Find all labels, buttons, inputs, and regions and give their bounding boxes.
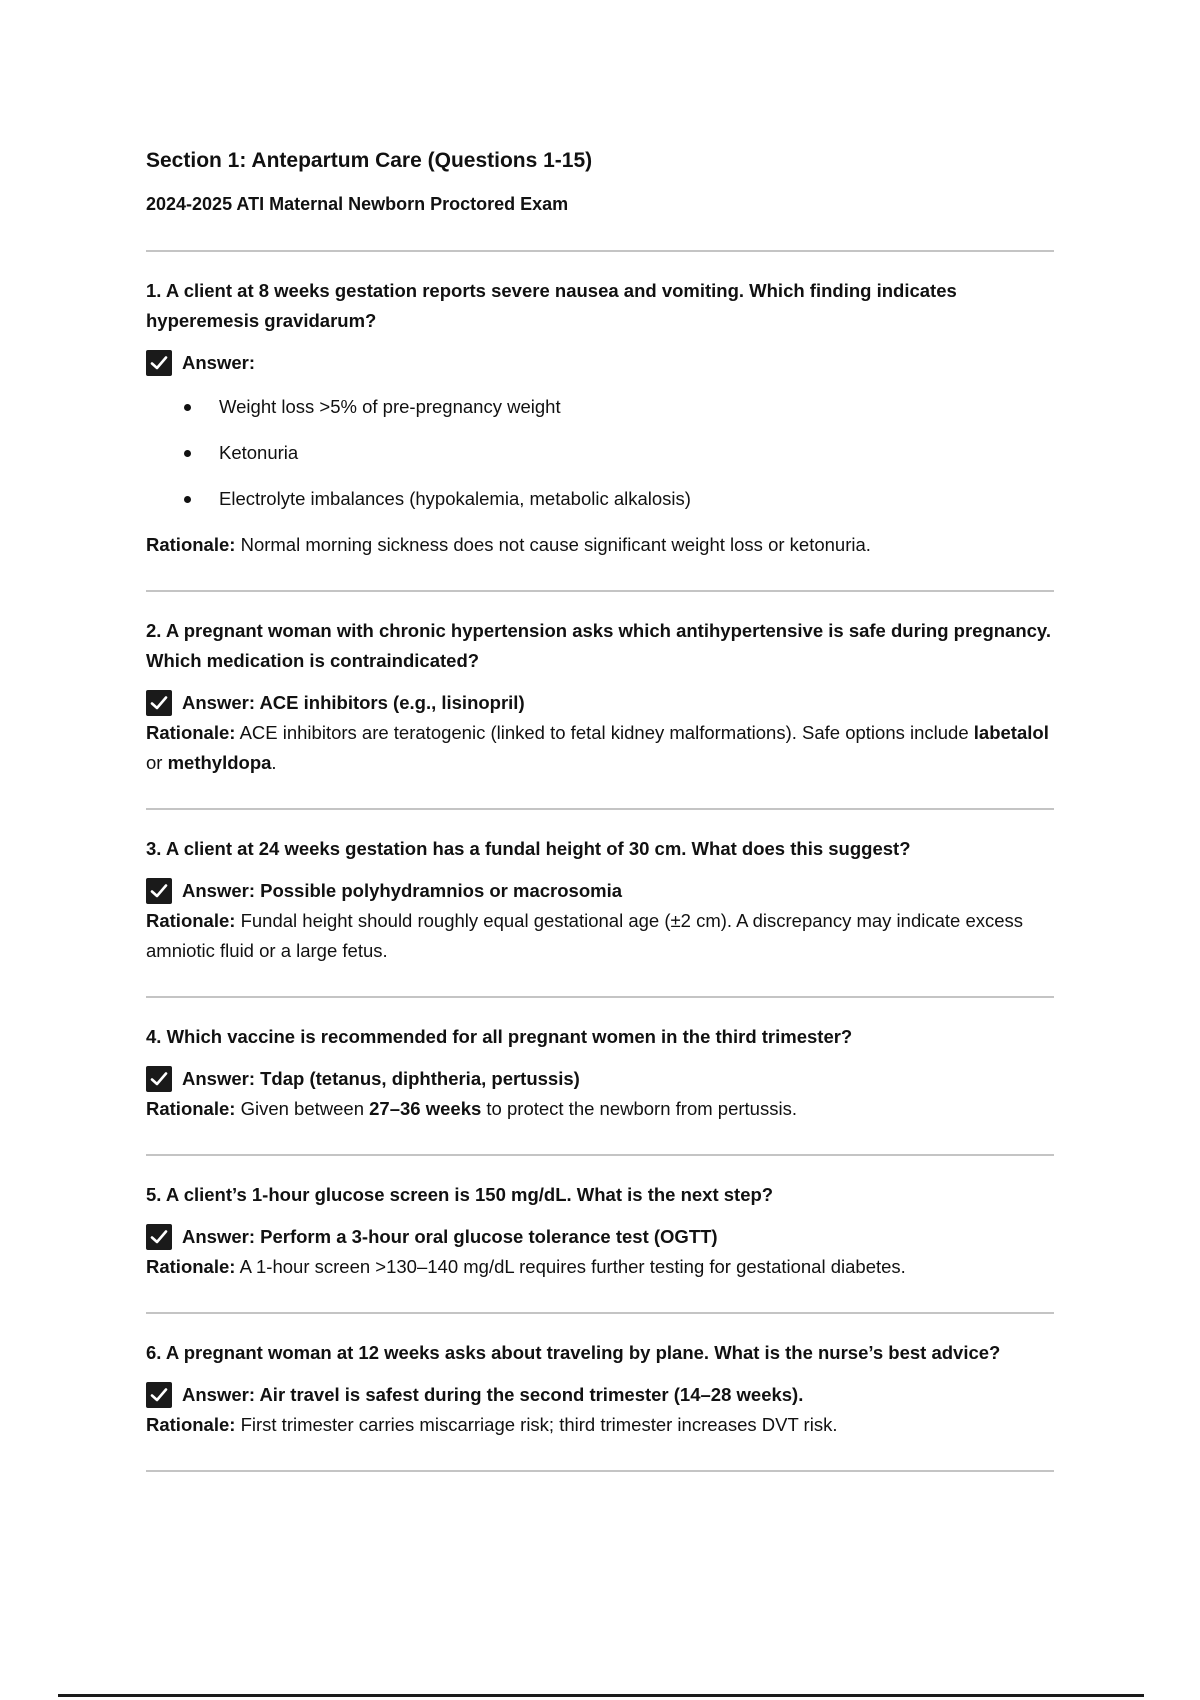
answer-text: Answer: Tdap (tetanus, diphtheria, pertussis): [182, 1068, 580, 1089]
answer-text: Answer: Air travel is safest during the second trimester (14–28 weeks).: [182, 1384, 804, 1405]
rationale: Rationale: Normal morning sickness does not cause significant weight loss or ketonuria.: [146, 534, 871, 555]
answer-line: [146, 1064, 1054, 1094]
bullet-icon: [184, 496, 191, 503]
question-block-6: [146, 1314, 1054, 1470]
answer-text: Answer: Possible polyhydramnios or macrosomia: [182, 880, 623, 901]
list-item: Electrolyte imbalances (hypokalemia, metabolic alkalosis): [146, 484, 1054, 514]
question-block-1: [146, 252, 1054, 590]
question-text: 2. A pregnant woman with chronic hypertension asks which antihypertensive is safe during pregnancy. Which medication is contraindicated?: [146, 620, 1051, 671]
question-text: 5. A client’s 1-hour glucose screen is 150 mg/dL. What is the next step?: [146, 1184, 774, 1205]
checkmark-icon: [146, 1224, 172, 1250]
question-block-3: [146, 810, 1054, 996]
bullet-icon: [184, 404, 191, 411]
question-text: 3. A client at 24 weeks gestation has a fundal height of 30 cm. What does this suggest?: [146, 838, 911, 859]
answer-line: [146, 1380, 1054, 1410]
document-page: [146, 146, 1054, 1472]
answer-line: [146, 1222, 1054, 1252]
rationale: Rationale: Fundal height should roughly equal gestational age (±2 cm). A discrepancy may indicate excess amniotic fluid or a large fetus.: [146, 910, 1024, 961]
page-bottom-rule: [58, 1694, 1144, 1697]
question-text: 1. A client at 8 weeks gestation reports severe nausea and vomiting. Which finding indicates hyperemesis gravidarum?: [146, 280, 957, 331]
checkmark-icon: [146, 350, 172, 376]
checkmark-icon: [146, 1382, 172, 1408]
checkmark-icon: [146, 1066, 172, 1092]
bullet-icon: [184, 450, 191, 457]
answer-text: Answer:: [182, 352, 255, 373]
question-block-5: [146, 1156, 1054, 1312]
question-block-2: [146, 592, 1054, 808]
rationale: Rationale: Given between 27–36 weeks to protect the newborn from pertussis.: [146, 1098, 797, 1119]
answer-list: [146, 392, 1054, 514]
answer-line: [146, 348, 1054, 378]
answer-line: [146, 876, 1054, 906]
question-block-4: [146, 998, 1054, 1154]
section-title: Section 1: Antepartum Care (Questions 1-15): [146, 149, 593, 172]
checkmark-icon: [146, 690, 172, 716]
rationale: Rationale: A 1-hour screen >130–140 mg/dL requires further testing for gestational diabetes.: [146, 1256, 906, 1277]
checkmark-icon: [146, 878, 172, 904]
answer-text: Answer: Perform a 3-hour oral glucose tolerance test (OGTT): [182, 1226, 718, 1247]
divider: [146, 1470, 1054, 1472]
question-text: 6. A pregnant woman at 12 weeks asks about traveling by plane. What is the nurse’s best advice?: [146, 1342, 1001, 1363]
answer-line: [146, 688, 1054, 718]
question-text: 4. Which vaccine is recommended for all pregnant women in the third trimester?: [146, 1026, 853, 1047]
list-item: Ketonuria: [146, 438, 1054, 468]
list-item: Weight loss >5% of pre-pregnancy weight: [146, 392, 1054, 422]
exam-title: 2024-2025 ATI Maternal Newborn Proctored Exam: [146, 194, 569, 214]
answer-text: Answer: ACE inhibitors (e.g., lisinopril): [182, 692, 525, 713]
rationale: Rationale: First trimester carries miscarriage risk; third trimester increases DVT risk.: [146, 1414, 838, 1435]
rationale: Rationale: ACE inhibitors are teratogenic (linked to fetal kidney malformations). Safe options include labetalol or methyldopa.: [146, 722, 1049, 773]
